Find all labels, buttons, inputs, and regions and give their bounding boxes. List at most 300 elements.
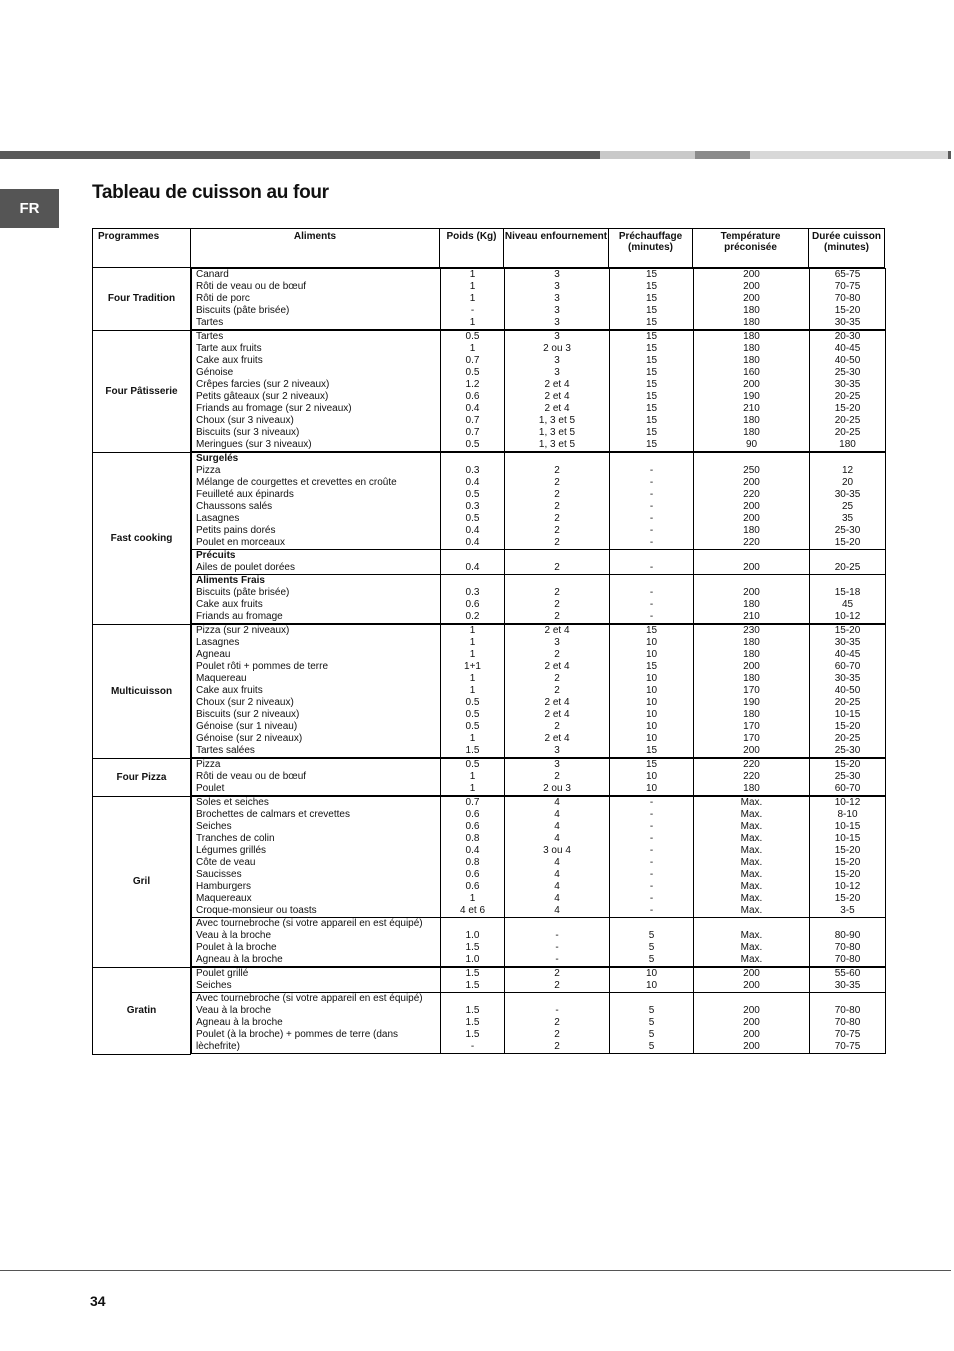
program-name: Gratin bbox=[93, 967, 191, 1054]
food-group bbox=[192, 993, 886, 1054]
cell-temperature: 200 bbox=[743, 513, 760, 524]
col-prechauffage bbox=[610, 797, 694, 918]
cell-food: Petits gâteaux (sur 2 niveaux) bbox=[196, 391, 329, 402]
cell-poids: 1 bbox=[469, 673, 476, 684]
cell-prechauffage: 10 bbox=[645, 733, 658, 744]
cell-poids: - bbox=[470, 1041, 475, 1052]
cell-duree: 40-45 bbox=[834, 343, 861, 354]
col-food bbox=[192, 331, 441, 452]
cell-food: Hamburgers bbox=[196, 881, 252, 892]
cell-poids: 0.6 bbox=[465, 869, 480, 880]
cell-food: Rôti de veau ou de bœuf bbox=[196, 771, 307, 782]
col-niveau bbox=[505, 575, 610, 624]
cell-duree: 20 bbox=[841, 477, 854, 488]
cell-temperature: 220 bbox=[743, 759, 760, 770]
cell-poids: 0.4 bbox=[465, 477, 480, 488]
cell-niveau: 2 et 4 bbox=[544, 391, 570, 402]
cell-food: Feuilleté aux épinards bbox=[196, 489, 294, 500]
col-poids bbox=[441, 331, 505, 452]
cell-prechauffage: 15 bbox=[645, 343, 658, 354]
cell-niveau: 2 bbox=[554, 587, 560, 598]
cell-niveau: 4 bbox=[554, 797, 560, 808]
cell-temperature: 220 bbox=[743, 771, 760, 782]
cell-niveau: 3 bbox=[554, 317, 560, 328]
cell-temperature: Max. bbox=[740, 809, 763, 820]
cell-temperature: Max. bbox=[740, 797, 763, 808]
cell-food: Meringues (sur 3 niveaux) bbox=[196, 439, 312, 450]
col-duree bbox=[810, 331, 886, 452]
cell-niveau: 2 ou 3 bbox=[543, 343, 571, 354]
group-header: Avec tournebroche (si votre appareil en est équipé) bbox=[196, 918, 423, 929]
page-number: 34 bbox=[90, 1293, 106, 1309]
cell-poids: 1.5 bbox=[465, 968, 480, 979]
cell-prechauffage: 5 bbox=[648, 1041, 655, 1052]
food-group bbox=[192, 797, 886, 918]
cell-duree: 30-35 bbox=[834, 673, 861, 684]
cell-niveau: - bbox=[555, 942, 559, 953]
cell-temperature: 90 bbox=[745, 439, 758, 450]
program-name: Fast cooking bbox=[93, 452, 191, 624]
cell-niveau: 2 bbox=[554, 465, 560, 476]
program-groups bbox=[191, 330, 886, 452]
cell-duree: 70-75 bbox=[834, 1029, 861, 1040]
cell-prechauffage: 10 bbox=[645, 968, 658, 979]
cell-duree: 30-35 bbox=[834, 489, 861, 500]
col-niveau bbox=[505, 968, 610, 993]
cell-poids: 1 bbox=[469, 293, 476, 304]
cell-food: Agneau bbox=[196, 649, 231, 660]
cell-poids: 0.4 bbox=[465, 537, 480, 548]
cell-poids: 1 bbox=[469, 281, 476, 292]
cell-duree: 65-75 bbox=[834, 269, 861, 280]
cell-prechauffage: 10 bbox=[645, 697, 658, 708]
cell-prechauffage: 10 bbox=[645, 685, 658, 696]
cell-niveau: 4 bbox=[554, 881, 560, 892]
cell-niveau: 3 bbox=[554, 293, 560, 304]
cell-poids: 0.4 bbox=[465, 562, 480, 573]
cell-temperature: 180 bbox=[743, 427, 760, 438]
group-header: Aliments Frais bbox=[196, 575, 265, 586]
program-groups bbox=[191, 967, 886, 1054]
cell-duree: 55-60 bbox=[834, 968, 861, 979]
col-duree bbox=[810, 269, 886, 330]
cell-prechauffage: - bbox=[649, 905, 654, 916]
cell-temperature: 180 bbox=[743, 649, 760, 660]
cell-duree: 70-80 bbox=[834, 1017, 861, 1028]
col-duree bbox=[810, 993, 886, 1054]
col-temperature bbox=[694, 797, 810, 918]
cell-prechauffage: 10 bbox=[645, 783, 658, 794]
cell-duree: 15-20 bbox=[834, 403, 861, 414]
cell-food: Canard bbox=[196, 269, 229, 280]
cell-poids: 1 bbox=[469, 317, 476, 328]
col-temperature bbox=[694, 550, 810, 575]
group-header: Surgelés bbox=[196, 453, 239, 464]
cell-prechauffage: - bbox=[649, 513, 654, 524]
col-food bbox=[192, 625, 441, 758]
cell-prechauffage: - bbox=[649, 599, 654, 610]
cell-duree: 40-45 bbox=[834, 649, 861, 660]
cell-temperature: 180 bbox=[743, 415, 760, 426]
col-header-duree: Durée cuisson (minutes) bbox=[809, 229, 885, 268]
cell-food: Veau à la broche bbox=[196, 1005, 272, 1016]
cell-temperature: 170 bbox=[743, 721, 760, 732]
cell-prechauffage: 5 bbox=[648, 1005, 655, 1016]
cell-food: Brochettes de calmars et crevettes bbox=[196, 809, 350, 820]
cell-niveau: 4 bbox=[554, 857, 560, 868]
cell-temperature: 180 bbox=[743, 317, 760, 328]
program-name: Gril bbox=[93, 796, 191, 967]
cell-food: Choux (sur 2 niveaux) bbox=[196, 697, 294, 708]
cell-niveau: 4 bbox=[554, 869, 560, 880]
cell-poids: 0.8 bbox=[465, 857, 480, 868]
cell-food: Chaussons salés bbox=[196, 501, 273, 512]
cell-prechauffage: - bbox=[649, 525, 654, 536]
cell-poids: 1+1 bbox=[464, 661, 481, 672]
food-group bbox=[192, 550, 886, 575]
cell-poids: 0.7 bbox=[465, 415, 480, 426]
cell-temperature: Max. bbox=[740, 893, 763, 904]
col-food bbox=[192, 968, 441, 993]
cell-temperature: 200 bbox=[743, 745, 760, 756]
cell-food: lèchefrite) bbox=[196, 1041, 240, 1052]
cell-temperature: 210 bbox=[743, 611, 760, 622]
cell-prechauffage: - bbox=[649, 869, 654, 880]
cell-duree: 70-75 bbox=[834, 1041, 861, 1052]
cell-food: Maquereaux bbox=[196, 893, 252, 904]
cell-food: Cake aux fruits bbox=[196, 599, 263, 610]
cell-temperature: 180 bbox=[743, 673, 760, 684]
col-temperature bbox=[694, 453, 810, 550]
spacer bbox=[441, 918, 504, 930]
col-temperature bbox=[694, 918, 810, 967]
cell-food: Tartes salées bbox=[196, 745, 255, 756]
col-poids bbox=[441, 453, 505, 550]
col-niveau bbox=[505, 269, 610, 330]
cell-temperature: 170 bbox=[743, 685, 760, 696]
cell-duree: 10-12 bbox=[834, 611, 861, 622]
food-group bbox=[192, 453, 886, 550]
col-prechauffage bbox=[610, 453, 694, 550]
cell-duree: 70-80 bbox=[834, 293, 861, 304]
cell-poids: 1.5 bbox=[465, 1029, 480, 1040]
cell-duree: 20-30 bbox=[834, 331, 861, 342]
cell-food: Veau à la broche bbox=[196, 930, 272, 941]
col-header-temperature: Température préconisée bbox=[693, 229, 809, 268]
cell-prechauffage: 5 bbox=[648, 942, 655, 953]
cell-food: Rôti de veau ou de bœuf bbox=[196, 281, 307, 292]
col-food bbox=[192, 993, 441, 1054]
cell-niveau: 2 et 4 bbox=[544, 733, 570, 744]
cell-prechauffage: 15 bbox=[645, 403, 658, 414]
cell-temperature: 180 bbox=[743, 355, 760, 366]
cell-temperature: 200 bbox=[743, 1017, 760, 1028]
cell-duree: 70-75 bbox=[834, 281, 861, 292]
cell-food: Crêpes farcies (sur 2 niveaux) bbox=[196, 379, 330, 390]
cell-temperature: 200 bbox=[743, 562, 760, 573]
cell-food: Agneau à la broche bbox=[196, 1017, 283, 1028]
cell-prechauffage: 15 bbox=[645, 331, 658, 342]
cell-temperature: Max. bbox=[740, 857, 763, 868]
cell-poids: - bbox=[470, 305, 475, 316]
spacer bbox=[505, 575, 609, 587]
spacer bbox=[441, 993, 504, 1005]
col-niveau bbox=[505, 759, 610, 796]
group-header: Avec tournebroche (si votre appareil en est équipé) bbox=[196, 993, 423, 1004]
cell-poids: 0.7 bbox=[465, 797, 480, 808]
spacer bbox=[694, 550, 809, 562]
cell-poids: 0.5 bbox=[465, 489, 480, 500]
cell-temperature: 200 bbox=[743, 1041, 760, 1052]
cell-niveau: 2 bbox=[554, 501, 560, 512]
cell-duree: 20-25 bbox=[834, 697, 861, 708]
cell-poids: 0.4 bbox=[465, 845, 480, 856]
col-niveau bbox=[505, 331, 610, 452]
cell-temperature: 220 bbox=[743, 489, 760, 500]
cell-prechauffage: 5 bbox=[648, 954, 655, 965]
cell-poids: 1 bbox=[469, 649, 476, 660]
cell-niveau: 2 bbox=[554, 611, 560, 622]
spacer bbox=[441, 575, 504, 587]
cell-poids: 0.6 bbox=[465, 881, 480, 892]
cell-temperature: Max. bbox=[740, 954, 763, 965]
cell-duree: 15-20 bbox=[834, 537, 861, 548]
cell-temperature: 180 bbox=[743, 305, 760, 316]
col-prechauffage bbox=[610, 575, 694, 624]
cell-temperature: 180 bbox=[743, 783, 760, 794]
cell-niveau: 1, 3 et 5 bbox=[538, 415, 576, 426]
spacer bbox=[810, 550, 885, 562]
col-header-niveau: Niveau enfournement bbox=[504, 229, 609, 268]
program-groups bbox=[191, 268, 886, 330]
cell-prechauffage: - bbox=[649, 562, 654, 573]
cell-niveau: 2 bbox=[554, 562, 560, 573]
spacer bbox=[610, 550, 693, 562]
col-poids bbox=[441, 550, 505, 575]
cell-food: Seiches bbox=[196, 821, 232, 832]
cell-prechauffage: - bbox=[649, 797, 654, 808]
col-prechauffage bbox=[610, 625, 694, 758]
cell-niveau: 2 bbox=[554, 1029, 560, 1040]
cell-niveau: 4 bbox=[554, 833, 560, 844]
cell-prechauffage: - bbox=[649, 465, 654, 476]
cell-niveau: 2 bbox=[554, 1041, 560, 1052]
cell-poids: 0.5 bbox=[465, 331, 480, 342]
spacer bbox=[810, 575, 885, 587]
cell-food: Agneau à la broche bbox=[196, 954, 283, 965]
cell-duree: 8-10 bbox=[837, 809, 858, 820]
spacer bbox=[694, 575, 809, 587]
cell-prechauffage: - bbox=[649, 821, 654, 832]
header-bar-end bbox=[948, 151, 951, 159]
cell-temperature: 200 bbox=[743, 968, 760, 979]
cell-niveau: 1, 3 et 5 bbox=[538, 427, 576, 438]
cell-food: Cake aux fruits bbox=[196, 355, 263, 366]
cell-food: Seiches bbox=[196, 980, 232, 991]
col-temperature bbox=[694, 331, 810, 452]
table-header-row bbox=[93, 229, 885, 268]
cell-niveau: 2 bbox=[554, 489, 560, 500]
cell-duree: 15-20 bbox=[834, 845, 861, 856]
cell-poids: 1 bbox=[469, 343, 476, 354]
spacer bbox=[441, 453, 504, 465]
program-groups bbox=[191, 624, 886, 758]
col-food bbox=[192, 269, 441, 330]
cell-food: Tartes bbox=[196, 331, 224, 342]
cell-duree: 30-35 bbox=[834, 379, 861, 390]
cell-duree: 25-30 bbox=[834, 771, 861, 782]
cell-temperature: 190 bbox=[743, 391, 760, 402]
food-group bbox=[192, 331, 886, 452]
cell-temperature: Max. bbox=[740, 942, 763, 953]
cell-niveau: 3 bbox=[554, 355, 560, 366]
cell-prechauffage: 10 bbox=[645, 771, 658, 782]
cell-poids: 0.5 bbox=[465, 439, 480, 450]
col-prechauffage bbox=[610, 331, 694, 452]
cell-duree: 40-50 bbox=[834, 355, 861, 366]
cell-duree: 20-25 bbox=[834, 427, 861, 438]
cell-poids: 1 bbox=[469, 269, 476, 280]
footer-rule bbox=[0, 1270, 951, 1271]
spacer bbox=[610, 453, 693, 465]
cell-food: Friands au fromage bbox=[196, 611, 283, 622]
cell-niveau: 3 bbox=[554, 269, 560, 280]
cell-poids: 1.5 bbox=[465, 942, 480, 953]
cell-food: Génoise (sur 2 niveaux) bbox=[196, 733, 303, 744]
col-prechauffage bbox=[610, 968, 694, 993]
cell-prechauffage: - bbox=[649, 881, 654, 892]
spacer bbox=[505, 918, 609, 930]
cell-poids: 1 bbox=[469, 783, 476, 794]
cell-food: Friands au fromage (sur 2 niveaux) bbox=[196, 403, 352, 414]
cell-niveau: 2 bbox=[554, 599, 560, 610]
spacer bbox=[810, 453, 885, 465]
spacer bbox=[505, 453, 609, 465]
cell-niveau: 2 ou 3 bbox=[543, 783, 571, 794]
cell-niveau: 3 bbox=[554, 281, 560, 292]
cell-niveau: - bbox=[555, 954, 559, 965]
col-food bbox=[192, 550, 441, 575]
cell-poids: 1.5 bbox=[465, 1017, 480, 1028]
cell-prechauffage: - bbox=[649, 587, 654, 598]
cell-duree: 25 bbox=[841, 501, 854, 512]
col-duree bbox=[810, 453, 886, 550]
program-name: Multicuisson bbox=[93, 624, 191, 758]
cell-poids: 0.5 bbox=[465, 367, 480, 378]
cell-niveau: 2 bbox=[554, 537, 560, 548]
cell-prechauffage: 15 bbox=[645, 759, 658, 770]
food-group bbox=[192, 625, 886, 758]
cell-temperature: 160 bbox=[743, 367, 760, 378]
col-temperature bbox=[694, 759, 810, 796]
program-row bbox=[93, 758, 885, 796]
cell-food: Poulet bbox=[196, 783, 225, 794]
cell-temperature: 200 bbox=[743, 477, 760, 488]
program-row bbox=[93, 452, 885, 624]
cell-niveau: 2 bbox=[554, 968, 560, 979]
cell-prechauffage: 15 bbox=[645, 281, 658, 292]
program-name: Four Tradition bbox=[93, 268, 191, 331]
cell-duree: 45 bbox=[841, 599, 854, 610]
cell-niveau: 4 bbox=[554, 809, 560, 820]
col-food bbox=[192, 575, 441, 624]
cell-prechauffage: - bbox=[649, 489, 654, 500]
cell-duree: 15-20 bbox=[834, 305, 861, 316]
cell-duree: 15-20 bbox=[834, 721, 861, 732]
cell-poids: 0.7 bbox=[465, 427, 480, 438]
program-row bbox=[93, 268, 885, 331]
col-duree bbox=[810, 575, 886, 624]
cell-niveau: 4 bbox=[554, 905, 560, 916]
cell-duree: 15-18 bbox=[834, 587, 861, 598]
cell-poids: 0.5 bbox=[465, 513, 480, 524]
cell-food: Poulet rôti + pommes de terre bbox=[196, 661, 329, 672]
spacer bbox=[694, 918, 809, 930]
cell-niveau: 2 bbox=[554, 721, 560, 732]
col-duree bbox=[810, 968, 886, 993]
cell-prechauffage: 15 bbox=[645, 317, 658, 328]
cell-temperature: 170 bbox=[743, 733, 760, 744]
cell-duree: 70-80 bbox=[834, 1005, 861, 1016]
header-bar-light bbox=[600, 151, 695, 159]
header-bar-mid bbox=[695, 151, 750, 159]
spacer bbox=[810, 918, 885, 930]
col-duree bbox=[810, 918, 886, 967]
cell-niveau: 3 bbox=[554, 331, 560, 342]
cell-prechauffage: - bbox=[649, 809, 654, 820]
cell-poids: 0.2 bbox=[465, 611, 480, 622]
col-prechauffage bbox=[610, 918, 694, 967]
cell-food: Rôti de porc bbox=[196, 293, 250, 304]
col-food bbox=[192, 918, 441, 967]
cell-duree: 30-35 bbox=[834, 317, 861, 328]
cell-temperature: 200 bbox=[743, 269, 760, 280]
spacer bbox=[694, 993, 809, 1005]
cell-temperature: Max. bbox=[740, 905, 763, 916]
cell-food: Légumes grillés bbox=[196, 845, 267, 856]
col-niveau bbox=[505, 993, 610, 1054]
cell-prechauffage: 15 bbox=[645, 367, 658, 378]
food-group bbox=[192, 759, 886, 796]
cell-temperature: 200 bbox=[743, 1029, 760, 1040]
cell-poids: 1 bbox=[469, 771, 476, 782]
spacer bbox=[694, 453, 809, 465]
cell-temperature: Max. bbox=[740, 869, 763, 880]
cell-prechauffage: - bbox=[649, 893, 654, 904]
spacer bbox=[441, 550, 504, 562]
cell-niveau: 3 bbox=[554, 745, 560, 756]
cell-food: Tranches de colin bbox=[196, 833, 275, 844]
cell-poids: 0.7 bbox=[465, 355, 480, 366]
program-name: Four Pâtisserie bbox=[93, 330, 191, 452]
cell-duree: 20-25 bbox=[834, 415, 861, 426]
cell-prechauffage: 5 bbox=[648, 1017, 655, 1028]
col-prechauffage bbox=[610, 993, 694, 1054]
col-header-poids: Poids (Kg) bbox=[440, 229, 504, 268]
cell-prechauffage: 10 bbox=[645, 649, 658, 660]
cell-poids: 1 bbox=[469, 625, 476, 636]
cell-temperature: Max. bbox=[740, 845, 763, 856]
cell-poids: 0.5 bbox=[465, 721, 480, 732]
col-header-prechauffage: Préchauffage (minutes) bbox=[609, 229, 693, 268]
cell-poids: 1.2 bbox=[465, 379, 480, 390]
cell-duree: 10-12 bbox=[834, 881, 861, 892]
cell-duree: 3-5 bbox=[840, 905, 855, 916]
cell-duree: 15-20 bbox=[834, 857, 861, 868]
cell-food: Tarte aux fruits bbox=[196, 343, 262, 354]
cell-temperature: 200 bbox=[743, 293, 760, 304]
cell-prechauffage: 15 bbox=[645, 391, 658, 402]
